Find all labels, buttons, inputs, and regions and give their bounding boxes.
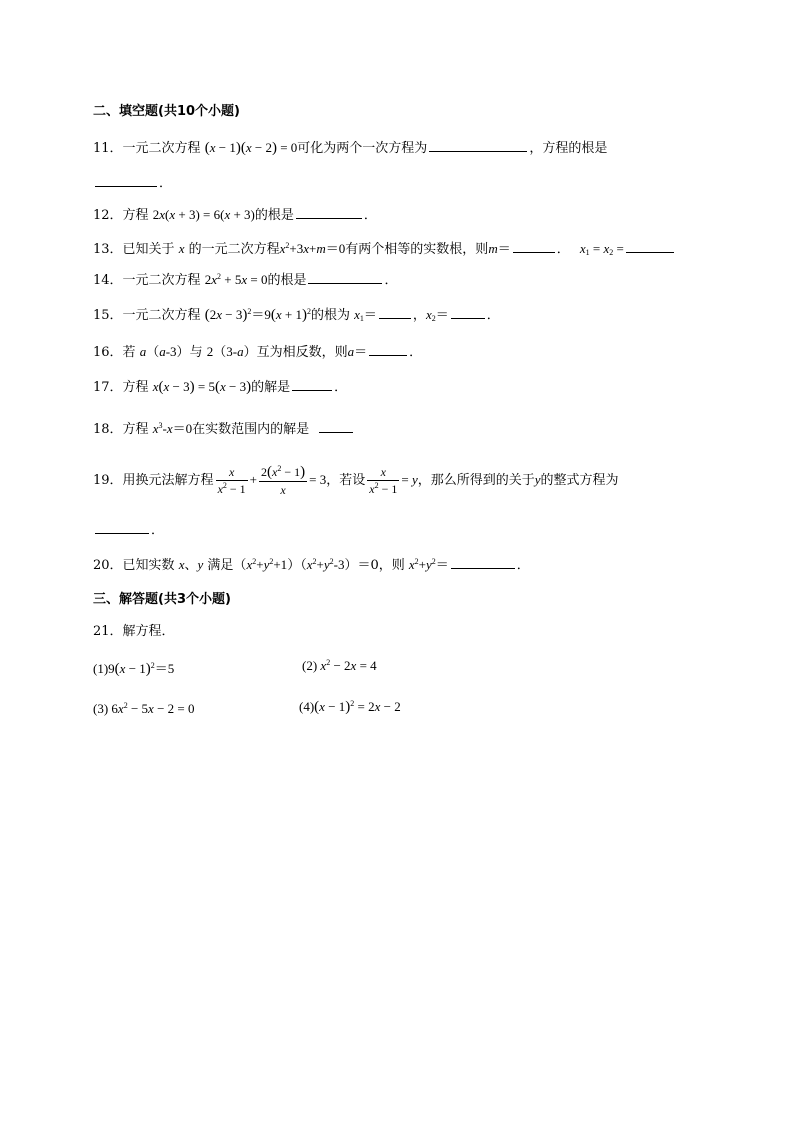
q13-text-e: ． xyxy=(556,242,570,257)
q19-eq-y: = y xyxy=(401,472,418,487)
question-13 xyxy=(93,240,676,258)
q21-item-2: (2) $x^2 - 2x = 4$ xyxy=(302,658,377,673)
q11-text-d: ． xyxy=(159,176,173,191)
q13-var-m: m xyxy=(488,241,498,256)
q21-item-4: $(4)(x - 1)^2 = 2x - 2$ xyxy=(299,699,401,715)
q20-vars: x、y xyxy=(178,557,204,572)
q17-equation: x(x − 3) = 5(x − 3) xyxy=(152,379,252,395)
q20-text-f: ． xyxy=(516,558,530,573)
q21-item-2-label: (2) xyxy=(302,658,318,673)
q16-text-e: ． xyxy=(409,345,423,360)
section-2-heading: 二、填空题(共10个小题) xyxy=(93,104,240,119)
question-18 xyxy=(93,420,355,438)
q15-equation: $(2x - 3)^2=9(x + 1)^2$ xyxy=(204,307,311,323)
q21-text: 解方程． xyxy=(122,624,175,639)
q20-text-a: 已知实数 xyxy=(122,558,175,573)
q12-text-b: 的根是 xyxy=(254,208,294,223)
q16-number: 16． xyxy=(93,345,123,360)
q19-text-e: ． xyxy=(151,523,165,538)
q19-fraction-2: $\frac{2(x^2 - 1)}{x}$ xyxy=(261,464,306,497)
q19-fraction-3: $\frac{x}{x^2 - 1}$ xyxy=(369,465,398,496)
q15-answer-blank-2[interactable] xyxy=(451,306,485,319)
question-19-cont xyxy=(93,521,164,539)
q13-text-b: 的一元二次方程 xyxy=(188,242,280,257)
q19-var-y: y xyxy=(534,472,541,487)
q13-text-a: 已知关于 xyxy=(122,242,175,257)
q15-text-b: 的根为 xyxy=(310,308,350,323)
q19-text-b: ，若设 xyxy=(326,473,366,488)
q20-text-d: ）＝0，则 xyxy=(344,558,405,573)
q17-text-a: 方程 xyxy=(122,380,149,395)
q18-number: 18． xyxy=(93,422,123,437)
q18-text-b: 在实数范围内的解是 xyxy=(192,422,310,437)
q19-text-d: 的整式方程为 xyxy=(540,473,619,488)
q20-number: 20． xyxy=(93,558,123,573)
q21-item-3-label: (3) xyxy=(93,701,109,716)
q21-item-4-label: (4) xyxy=(299,699,315,714)
q13-equation-2: $x_1 = x_2$ = xyxy=(579,241,624,257)
q21-item-3: (3) $6x^2 - 5x - 2 = 0$ xyxy=(93,701,195,716)
q11-number: 11． xyxy=(93,141,123,156)
q13-text-c: 有两个相等的实数根，则 xyxy=(345,242,489,257)
q20-expr-1: $x^2+y^2+1$ xyxy=(246,557,288,572)
question-15 xyxy=(93,306,500,324)
q16-answer-blank[interactable] xyxy=(369,343,407,356)
q15-x1: $x_1=$ xyxy=(354,307,377,323)
q20-expr-2: $x^2+y^2-3$ xyxy=(306,557,345,572)
q19-number: 19． xyxy=(93,473,123,488)
q13-number: 13． xyxy=(93,242,123,257)
q11-text-a: 一元二次方程 xyxy=(122,141,201,156)
q13-answer-blank-2[interactable] xyxy=(626,240,674,253)
q12-answer-blank[interactable] xyxy=(296,206,362,219)
q13-equation: $x^2+3x+m=0$ xyxy=(279,241,346,256)
q13-var-x: x xyxy=(178,241,185,256)
q21-item-1-label: (1) xyxy=(93,661,109,676)
question-20 xyxy=(93,556,530,574)
q19-answer-blank[interactable] xyxy=(95,521,149,534)
q18-answer-blank[interactable] xyxy=(319,420,353,433)
q12-number: 12． xyxy=(93,208,123,223)
q17-answer-blank[interactable] xyxy=(292,378,332,391)
q18-equation: $x^3-x=0$ xyxy=(152,421,193,436)
q19-text-a: 用换元法解方程 xyxy=(122,473,214,488)
q19-eq-end: = 3 xyxy=(309,472,327,487)
q15-end: ． xyxy=(486,308,500,323)
question-21 xyxy=(93,624,175,640)
q19-text-c: ，那么所得到的关于 xyxy=(417,473,535,488)
q16-expr-2: 2（3-a） xyxy=(206,344,257,359)
q12-equation: 2x(x + 3) = 6(x + 3) xyxy=(152,207,255,222)
question-11-cont xyxy=(93,174,172,192)
q20-expr-3: $x^2+y^2$ xyxy=(408,557,436,572)
q11-equation: (x − 1)(x − 2) = 0 xyxy=(204,140,298,156)
q11-text-c: ，方程的根是 xyxy=(529,141,608,156)
question-14 xyxy=(93,271,397,289)
q17-text-c: ． xyxy=(334,380,348,395)
q11-answer-blank-2[interactable] xyxy=(95,174,157,187)
q15-text-a: 一元二次方程 xyxy=(122,308,201,323)
q16-expr-1: a（a-3） xyxy=(139,344,190,359)
q15-number: 15． xyxy=(93,308,123,323)
q20-text-e: ＝ xyxy=(435,558,449,573)
q14-text-c: ． xyxy=(384,273,398,288)
q21-number: 21． xyxy=(93,624,123,639)
q19-fraction-1: $\frac{x}{x^2 - 1}$ xyxy=(217,465,246,496)
q14-equation: $2x^2 + 5x = 0$ xyxy=(204,272,268,287)
q14-number: 14． xyxy=(93,273,123,288)
q11-text-b: 可化为两个一次方程为 xyxy=(297,141,428,156)
q17-number: 17． xyxy=(93,380,123,395)
q12-text-c: ． xyxy=(363,208,377,223)
q15-answer-blank-1[interactable] xyxy=(379,306,411,319)
q17-text-b: 的解是 xyxy=(251,380,291,395)
question-16 xyxy=(93,343,422,361)
q12-text-a: 方程 xyxy=(122,208,149,223)
question-17 xyxy=(93,378,347,396)
q13-text-d: ＝ xyxy=(497,242,511,257)
q13-answer-blank-1[interactable] xyxy=(513,240,555,253)
q21-item-1: $(1)9(x - 1)^2=5$ xyxy=(93,661,175,677)
question-11 xyxy=(93,139,607,157)
q16-text-b: 与 xyxy=(189,345,203,360)
q16-var-a: a xyxy=(347,344,355,359)
q20-text-b: 满足（ xyxy=(207,558,247,573)
q16-text-a: 若 xyxy=(122,345,136,360)
q11-answer-blank-1[interactable] xyxy=(429,139,527,152)
q16-text-d: ＝ xyxy=(354,345,368,360)
q15-x2: $x_2=$ xyxy=(425,307,449,323)
q20-text-c: ）（ xyxy=(287,558,307,573)
q15-comma: ， xyxy=(412,308,426,323)
q14-answer-blank[interactable] xyxy=(308,271,382,284)
section-3-heading: 三、解答题(共3个小题) xyxy=(93,592,231,607)
q14-text-a: 一元二次方程 xyxy=(122,273,201,288)
question-19: 19．用换元法解方程 $\frac{x}{x^2 - 1}$ + $\frac{2(x^2 - 1)}{x}$ = 3，若设 $\frac{x}{x^2 - 1}$ = y，那么所得到的关于y的整式方程为 xyxy=(93,464,619,497)
q20-answer-blank[interactable] xyxy=(451,556,515,569)
q16-text-c: 互为相反数，则 xyxy=(256,345,348,360)
question-12 xyxy=(93,206,377,224)
q14-text-b: 的根是 xyxy=(267,273,307,288)
q18-text-a: 方程 xyxy=(122,422,149,437)
